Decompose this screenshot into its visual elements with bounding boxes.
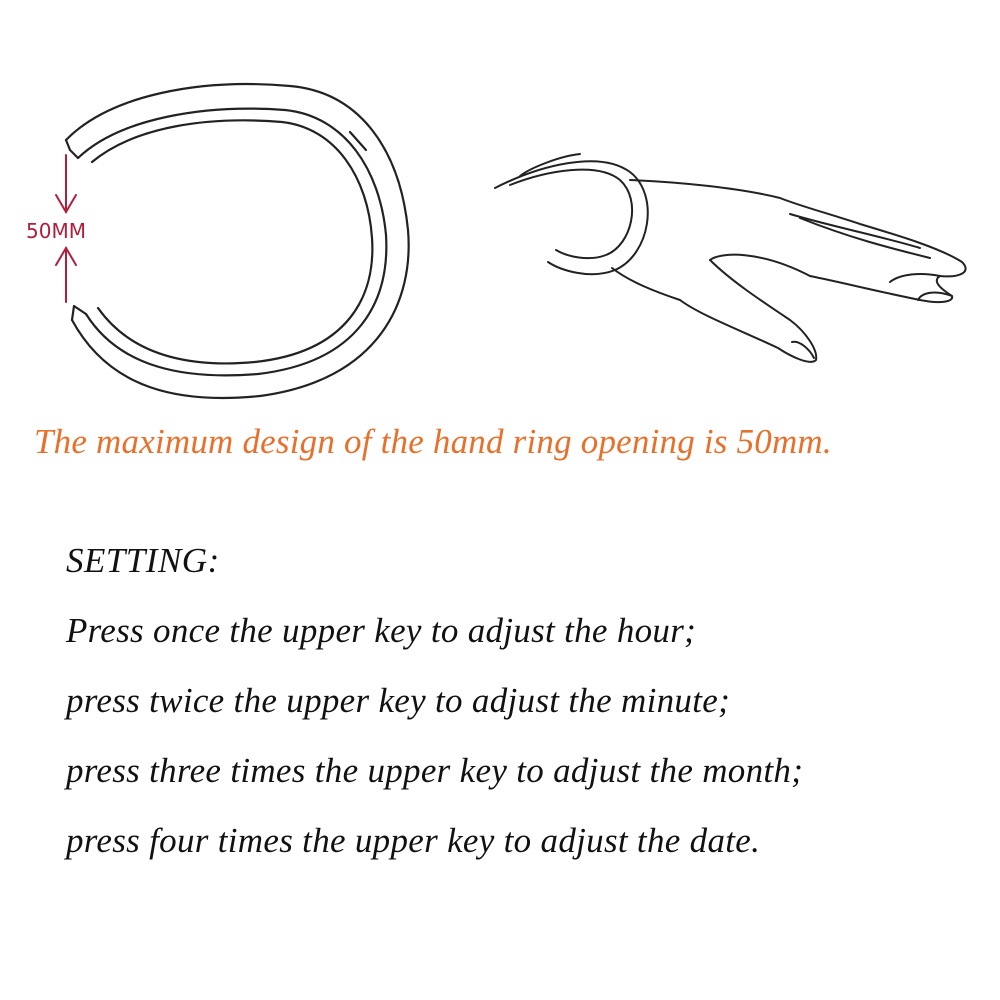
illustration: [0, 0, 1000, 410]
arrow-up-icon: [56, 248, 76, 302]
instruction-date: press four times the upper key to adjust the date.: [66, 821, 761, 860]
instruction-minute: press twice the upper key to adjust the minute;: [66, 681, 731, 720]
opening-caption: The maximum design of the hand ring opening is 50mm.: [34, 422, 832, 461]
setting-instructions: [66, 608, 986, 888]
dimension-label: 50MM: [26, 219, 86, 243]
setting-section: [66, 538, 986, 888]
instruction-month: press three times the upper key to adjust the month;: [66, 751, 804, 790]
hand-wearing-bracelet-icon: [495, 154, 966, 362]
bracelet-outline-icon: [66, 84, 409, 398]
instruction-hour: Press once the upper key to adjust the hour;: [66, 611, 697, 650]
arrow-down-icon: [56, 155, 76, 212]
setting-heading: SETTING:: [66, 541, 220, 580]
